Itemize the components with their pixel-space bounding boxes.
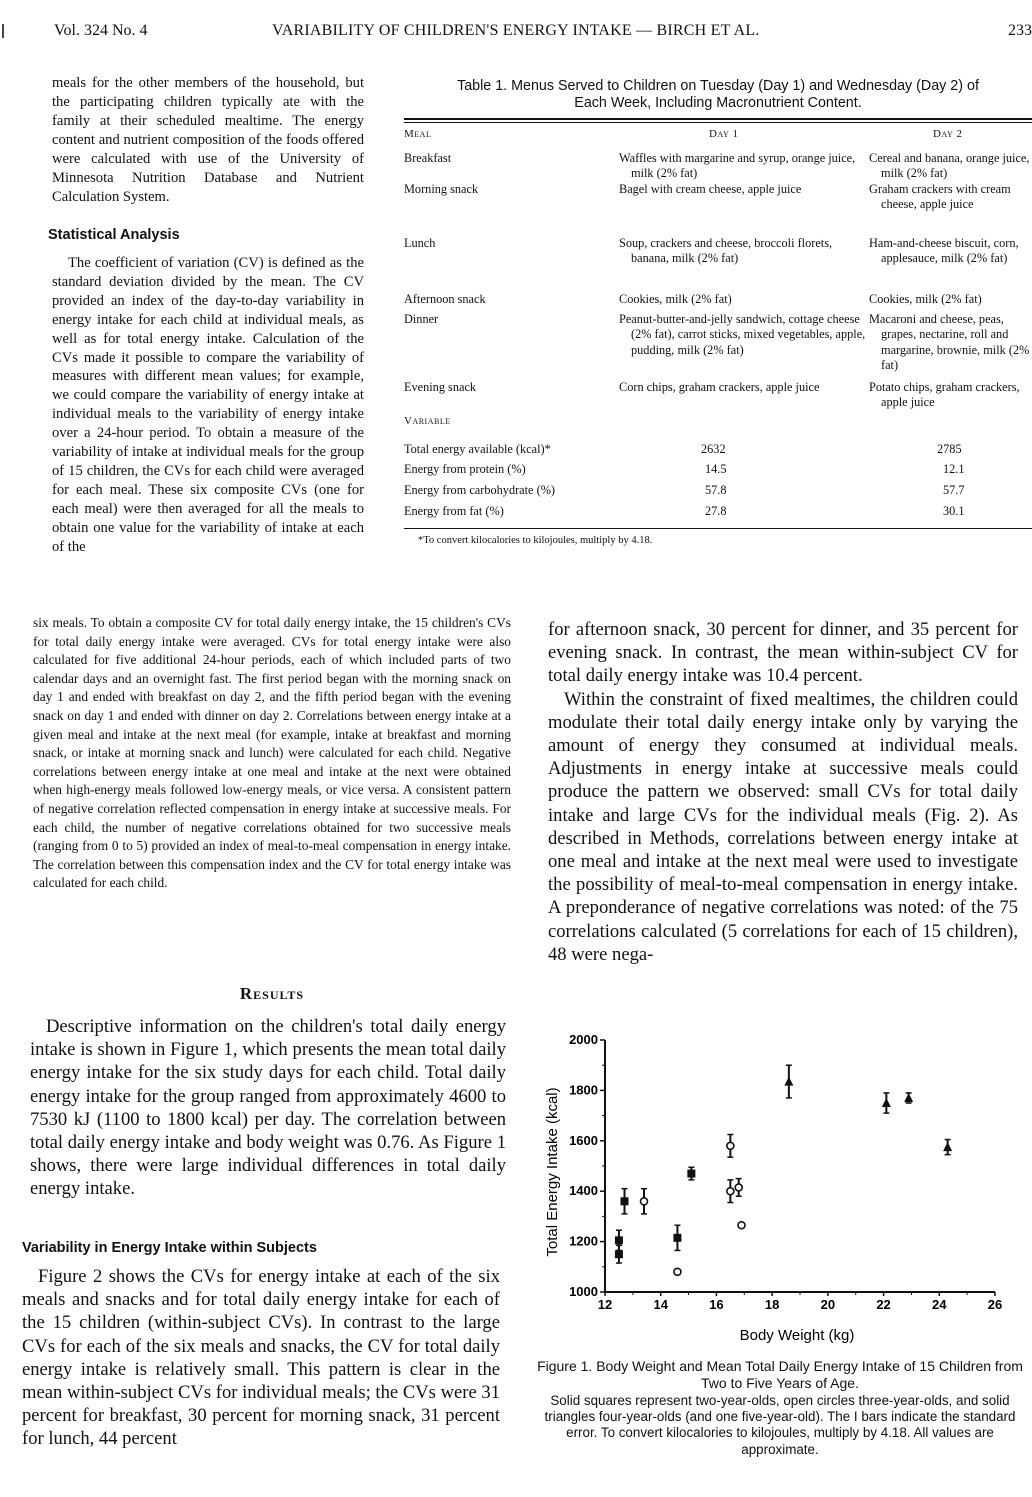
table-row xyxy=(404,483,1032,504)
day2-menu-text: Potato chips, graham crackers, apple juice xyxy=(869,379,1020,409)
table-caption-line-2: Each Week, Including Macronutrient Content. xyxy=(574,95,862,111)
meal-name: Dinner xyxy=(404,311,439,326)
table-row xyxy=(404,380,1032,414)
square-marker xyxy=(687,1170,695,1178)
x-tick-label: 14 xyxy=(653,1297,668,1312)
x-tick-label: 26 xyxy=(987,1297,1003,1312)
data-point xyxy=(784,1065,793,1098)
meal-name: Afternoon snack xyxy=(404,291,486,306)
table-row xyxy=(404,143,1032,182)
day1-menu-text: Waffles with margarine and syrup, orange juice, milk (2% fat) xyxy=(619,150,856,180)
day2-value: 30.1 xyxy=(943,503,965,518)
column-header-meal: Meal xyxy=(404,128,432,140)
data-point xyxy=(687,1167,695,1180)
variable-label: Energy from protein (%) xyxy=(404,461,526,476)
variable-label: Total energy available (kcal)* xyxy=(404,441,551,456)
day2-menu xyxy=(869,312,1032,380)
day2-menu-text: Cereal and banana, orange juice, milk (2% fat) xyxy=(869,150,1030,180)
triangle-marker xyxy=(882,1098,891,1107)
circle-marker xyxy=(674,1268,681,1275)
y-tick-label: 1000 xyxy=(569,1284,598,1299)
meal-name: Evening snack xyxy=(404,379,477,394)
table-caption xyxy=(404,78,1032,112)
data-point xyxy=(738,1222,745,1229)
day1-menu xyxy=(619,292,869,312)
column-header-day1: Day 1 xyxy=(709,128,739,140)
table-row xyxy=(404,182,1032,236)
day2-menu-text: Ham-and-cheese biscuit, corn, applesauce, milk (2% fat) xyxy=(869,235,1019,265)
page-number: 233 xyxy=(1008,22,1032,39)
volume-number: Vol. 324 No. 4 xyxy=(54,22,148,39)
day1-value: 57.8 xyxy=(705,482,727,497)
x-tick-label: 18 xyxy=(764,1297,780,1312)
day1-menu xyxy=(619,182,869,236)
triangle-marker xyxy=(784,1077,793,1086)
right-column-text xyxy=(548,618,1018,966)
results-heading: Results xyxy=(239,984,305,1003)
square-marker xyxy=(615,1236,623,1244)
results-section xyxy=(30,1015,506,1201)
data-point xyxy=(904,1093,913,1103)
x-tick-label: 24 xyxy=(932,1297,947,1312)
variability-paragraph: Figure 2 shows the CVs for energy intake at each of the six meals and snacks and for total daily energy intake for each of the 15 children (within-subject CVs). In contrast to the large CVs for each of the six meals and snacks, the CV for total daily energy intake is relatively small. This pattern is clear in the mean within-subject CVs for individual meals; the CVs were 31 percent for breakfast, 30 percent for morning snack, 31 percent for lunch, 44 percent xyxy=(22,1266,500,1450)
table-row xyxy=(404,292,1032,312)
day2-menu xyxy=(869,292,1032,312)
circle-marker xyxy=(738,1222,745,1229)
data-point xyxy=(882,1093,891,1113)
variable-header: Variable xyxy=(404,414,451,427)
day2-value: 2785 xyxy=(937,441,962,456)
data-point xyxy=(735,1179,742,1197)
figure-1-caption xyxy=(532,1358,1028,1458)
day2-menu-text: Cookies, milk (2% fat) xyxy=(869,291,982,306)
scan-margin-mark xyxy=(2,24,10,38)
x-tick-label: 22 xyxy=(876,1297,891,1312)
square-marker xyxy=(673,1234,681,1242)
day1-menu-text: Corn chips, graham crackers, apple juice xyxy=(619,379,820,394)
data-point xyxy=(674,1268,681,1275)
variable-label: Energy from fat (%) xyxy=(404,503,504,518)
chart-marks xyxy=(615,1065,952,1275)
table-top-rule xyxy=(404,118,1032,123)
running-title: VARIABILITY OF CHILDREN'S ENERGY INTAKE — BIRCH ET AL. xyxy=(272,22,760,39)
day2-menu-text: Graham crackers with cream cheese, apple juice xyxy=(869,181,1011,211)
day1-menu-text: Cookies, milk (2% fat) xyxy=(619,291,732,306)
data-point xyxy=(727,1135,734,1158)
meal-rows xyxy=(404,143,1032,524)
data-point xyxy=(943,1140,952,1155)
methods-paragraph-end: meals for the other members of the household, but the participating children typically ate with the family at their scheduled mealtime. The energy content and nutrient composition of the foods offered were calculated with use of the University of Minnesota Nutrition Database and Nutrient Calculation System. xyxy=(52,75,364,205)
data-point xyxy=(673,1225,681,1250)
menu-table xyxy=(404,127,1032,524)
table-row xyxy=(404,442,1032,462)
data-point xyxy=(641,1189,648,1214)
figure-1-scatter-plot xyxy=(530,1020,1032,1350)
data-point xyxy=(727,1180,734,1203)
triangle-marker xyxy=(904,1093,913,1102)
day1-menu-text: Soup, crackers and cheese, broccoli florets, banana, milk (2% fat) xyxy=(619,235,833,265)
day2-menu xyxy=(869,236,1032,292)
data-point xyxy=(621,1189,629,1214)
right-paragraph-2: Within the constraint of fixed mealtimes, the children could modulate their total daily energy intake only by varying the amount of energy they consumed at individual meals. Adjustments in energy intake at successive meals could produce the pattern we observed: small CVs for total daily intake and large CVs for the individual meals (Fig. 2). As described in Methods, correlations between energy intake at one meal and intake at the next meal were used to investigate the possibility of meal-to-meal compensation in energy intake. A preponderance of negative correlations was noted: of the 75 correlations calculated (5 correlations for each of 15 children), 48 were nega- xyxy=(548,688,1018,965)
table-caption-line-1: Table 1. Menus Served to Children on Tuesday (Day 1) and Wednesday (Day 2) of xyxy=(457,78,979,94)
table-header-row xyxy=(404,127,1032,143)
left-column-top xyxy=(48,74,364,557)
day1-value: 2632 xyxy=(701,441,726,456)
table-bottom-rule xyxy=(404,528,1032,529)
running-head xyxy=(0,18,1032,48)
figure-caption-body: Solid squares represent two-year-olds, open circles three-year-olds, and solid triangles four-year-olds (and one five-year-old). The I bars indicate the standard error. To convert kilocalories to kilojoules, multiply by 4.18. All values are approximate. xyxy=(544,1393,1016,1457)
variable-header-row xyxy=(404,414,1032,442)
results-paragraph: Descriptive information on the children's total daily energy intake is shown in Figure 1, which presents the mean total daily energy intake for the six study days for each child. Total daily energy intake for the group ranged from approximately 4600 to 7530 kJ (1100 to 1800 kcal) per day. The correlation between total daily energy intake and body weight was 0.76. As Figure 1 shows, there were large individual differences in total daily energy intake. xyxy=(30,1016,506,1200)
square-marker xyxy=(621,1197,629,1205)
day1-menu xyxy=(619,312,869,380)
day2-menu xyxy=(869,380,1032,414)
y-tick-label: 1400 xyxy=(569,1183,598,1199)
meal-name: Breakfast xyxy=(404,150,452,165)
variable-label: Energy from carbohydrate (%) xyxy=(404,482,556,497)
left-column-methods-continued xyxy=(33,614,511,893)
day2-value: 57.7 xyxy=(943,482,965,497)
table-row xyxy=(404,504,1032,524)
circle-marker xyxy=(735,1184,742,1191)
x-axis-label: Body Weight (kg) xyxy=(739,1327,855,1344)
square-marker xyxy=(615,1250,623,1258)
day1-menu-text: Bagel with cream cheese, apple juice xyxy=(619,181,802,196)
day1-value: 27.8 xyxy=(705,503,727,518)
table-row xyxy=(404,312,1032,380)
meal-name: Lunch xyxy=(404,235,436,250)
day2-menu xyxy=(869,143,1032,182)
meal-name: Morning snack xyxy=(404,181,479,196)
day1-menu xyxy=(619,236,869,292)
figure-caption-title: Figure 1. Body Weight and Mean Total Daily Energy Intake of 15 Children from Two to Five Years of Age. xyxy=(537,1358,1023,1391)
statistical-analysis-heading: Statistical Analysis xyxy=(48,227,180,243)
statistical-analysis-paragraph-2: six meals. To obtain a composite CV for total daily energy intake, the 15 children's CVs for total daily energy intake were averaged. CVs for total energy intake were also calculated for five additional 24-hour periods, each of which included parts of two calendar days and an overnight fast. The first period began with the morning snack on day 1 and ended with breakfast on day 2, and the fifth period began with the evening snack on day 1 and ended with dinner on day 2. Correlations between energy intake at a given meal and intake at the next meal (for example, intake at breakfast and morning snack, or intake at morning snack and lunch) were calculated for each child. Negative correlations between energy intake at one meal and intake at the next were obtained when high-energy meals followed low-energy meals, or vice versa. A consistent pattern of negative correlation reflected compensation in energy intake at successive meals. For each child, the number of negative correlations obtained for two successive meals (ranging from 0 to 5) provided an index of meal-to-meal compensation in energy intake. The correlation between this compensation index and the CV for total energy intake was calculated for each child. xyxy=(33,615,511,891)
x-tick-label: 12 xyxy=(597,1297,613,1312)
day2-menu-text: Macaroni and cheese, peas, grapes, nectarine, roll and margarine, brownie, milk (2% fat) xyxy=(869,311,1030,372)
y-tick-label: 1600 xyxy=(569,1132,598,1148)
circle-marker xyxy=(727,1142,734,1149)
y-tick-label: 2000 xyxy=(569,1032,598,1047)
y-axis-label: Total Energy Intake (kcal) xyxy=(544,1087,561,1257)
variability-heading: Variability in Energy Intake within Subjects xyxy=(22,1240,317,1256)
day1-menu xyxy=(619,380,869,414)
data-point xyxy=(615,1245,623,1263)
triangle-marker xyxy=(943,1142,952,1151)
table-row xyxy=(404,236,1032,292)
table-footnote: *To convert kilocalories to kilojoules, multiply by 4.18. xyxy=(418,534,653,546)
table-1 xyxy=(404,78,1032,546)
day1-menu xyxy=(619,143,869,182)
day1-value: 14.5 xyxy=(705,461,727,476)
day1-menu-text: Peanut-butter-and-jelly sandwich, cottage cheese (2% fat), carrot sticks, mixed vegetables, apple, pudding, milk (2% fat) xyxy=(619,311,866,357)
day2-menu xyxy=(869,182,1032,236)
table-row xyxy=(404,462,1032,483)
y-tick-label: 1200 xyxy=(569,1233,598,1249)
x-tick-label: 16 xyxy=(709,1297,724,1312)
right-paragraph-1: for afternoon snack, 30 percent for dinner, and 35 percent for evening snack. In contrast, the mean within-subject CV for total daily energy intake was 10.4 percent. xyxy=(548,619,1018,687)
chart-axes xyxy=(569,1032,1002,1312)
y-tick-label: 1800 xyxy=(569,1082,598,1098)
x-tick-label: 20 xyxy=(820,1297,836,1312)
day2-value: 12.1 xyxy=(943,461,965,476)
statistical-analysis-paragraph-1: The coefficient of variation (CV) is defined as the standard deviation divided by the mean. The CV provided an index of the day-to-day variability in energy intake for each child at individual meals, as well as for total energy intake. Calculation of the CVs made it possible to compare the variability of measures with different mean values; for example, we could compare the variability of energy intake at individual meals to the variability of energy intake over a 24-hour period. To obtain a measure of the variability of intake at individual meals for the group of 15 children, the CVs for each child were averaged for each meal. These six composite CVs (one for each meal) were then averaged for all the meals to obtain one value for the variability of intake at each of the xyxy=(52,255,364,555)
circle-marker xyxy=(641,1198,648,1205)
column-header-day2: Day 2 xyxy=(933,128,963,140)
circle-marker xyxy=(727,1188,734,1195)
variability-section xyxy=(22,1265,500,1451)
